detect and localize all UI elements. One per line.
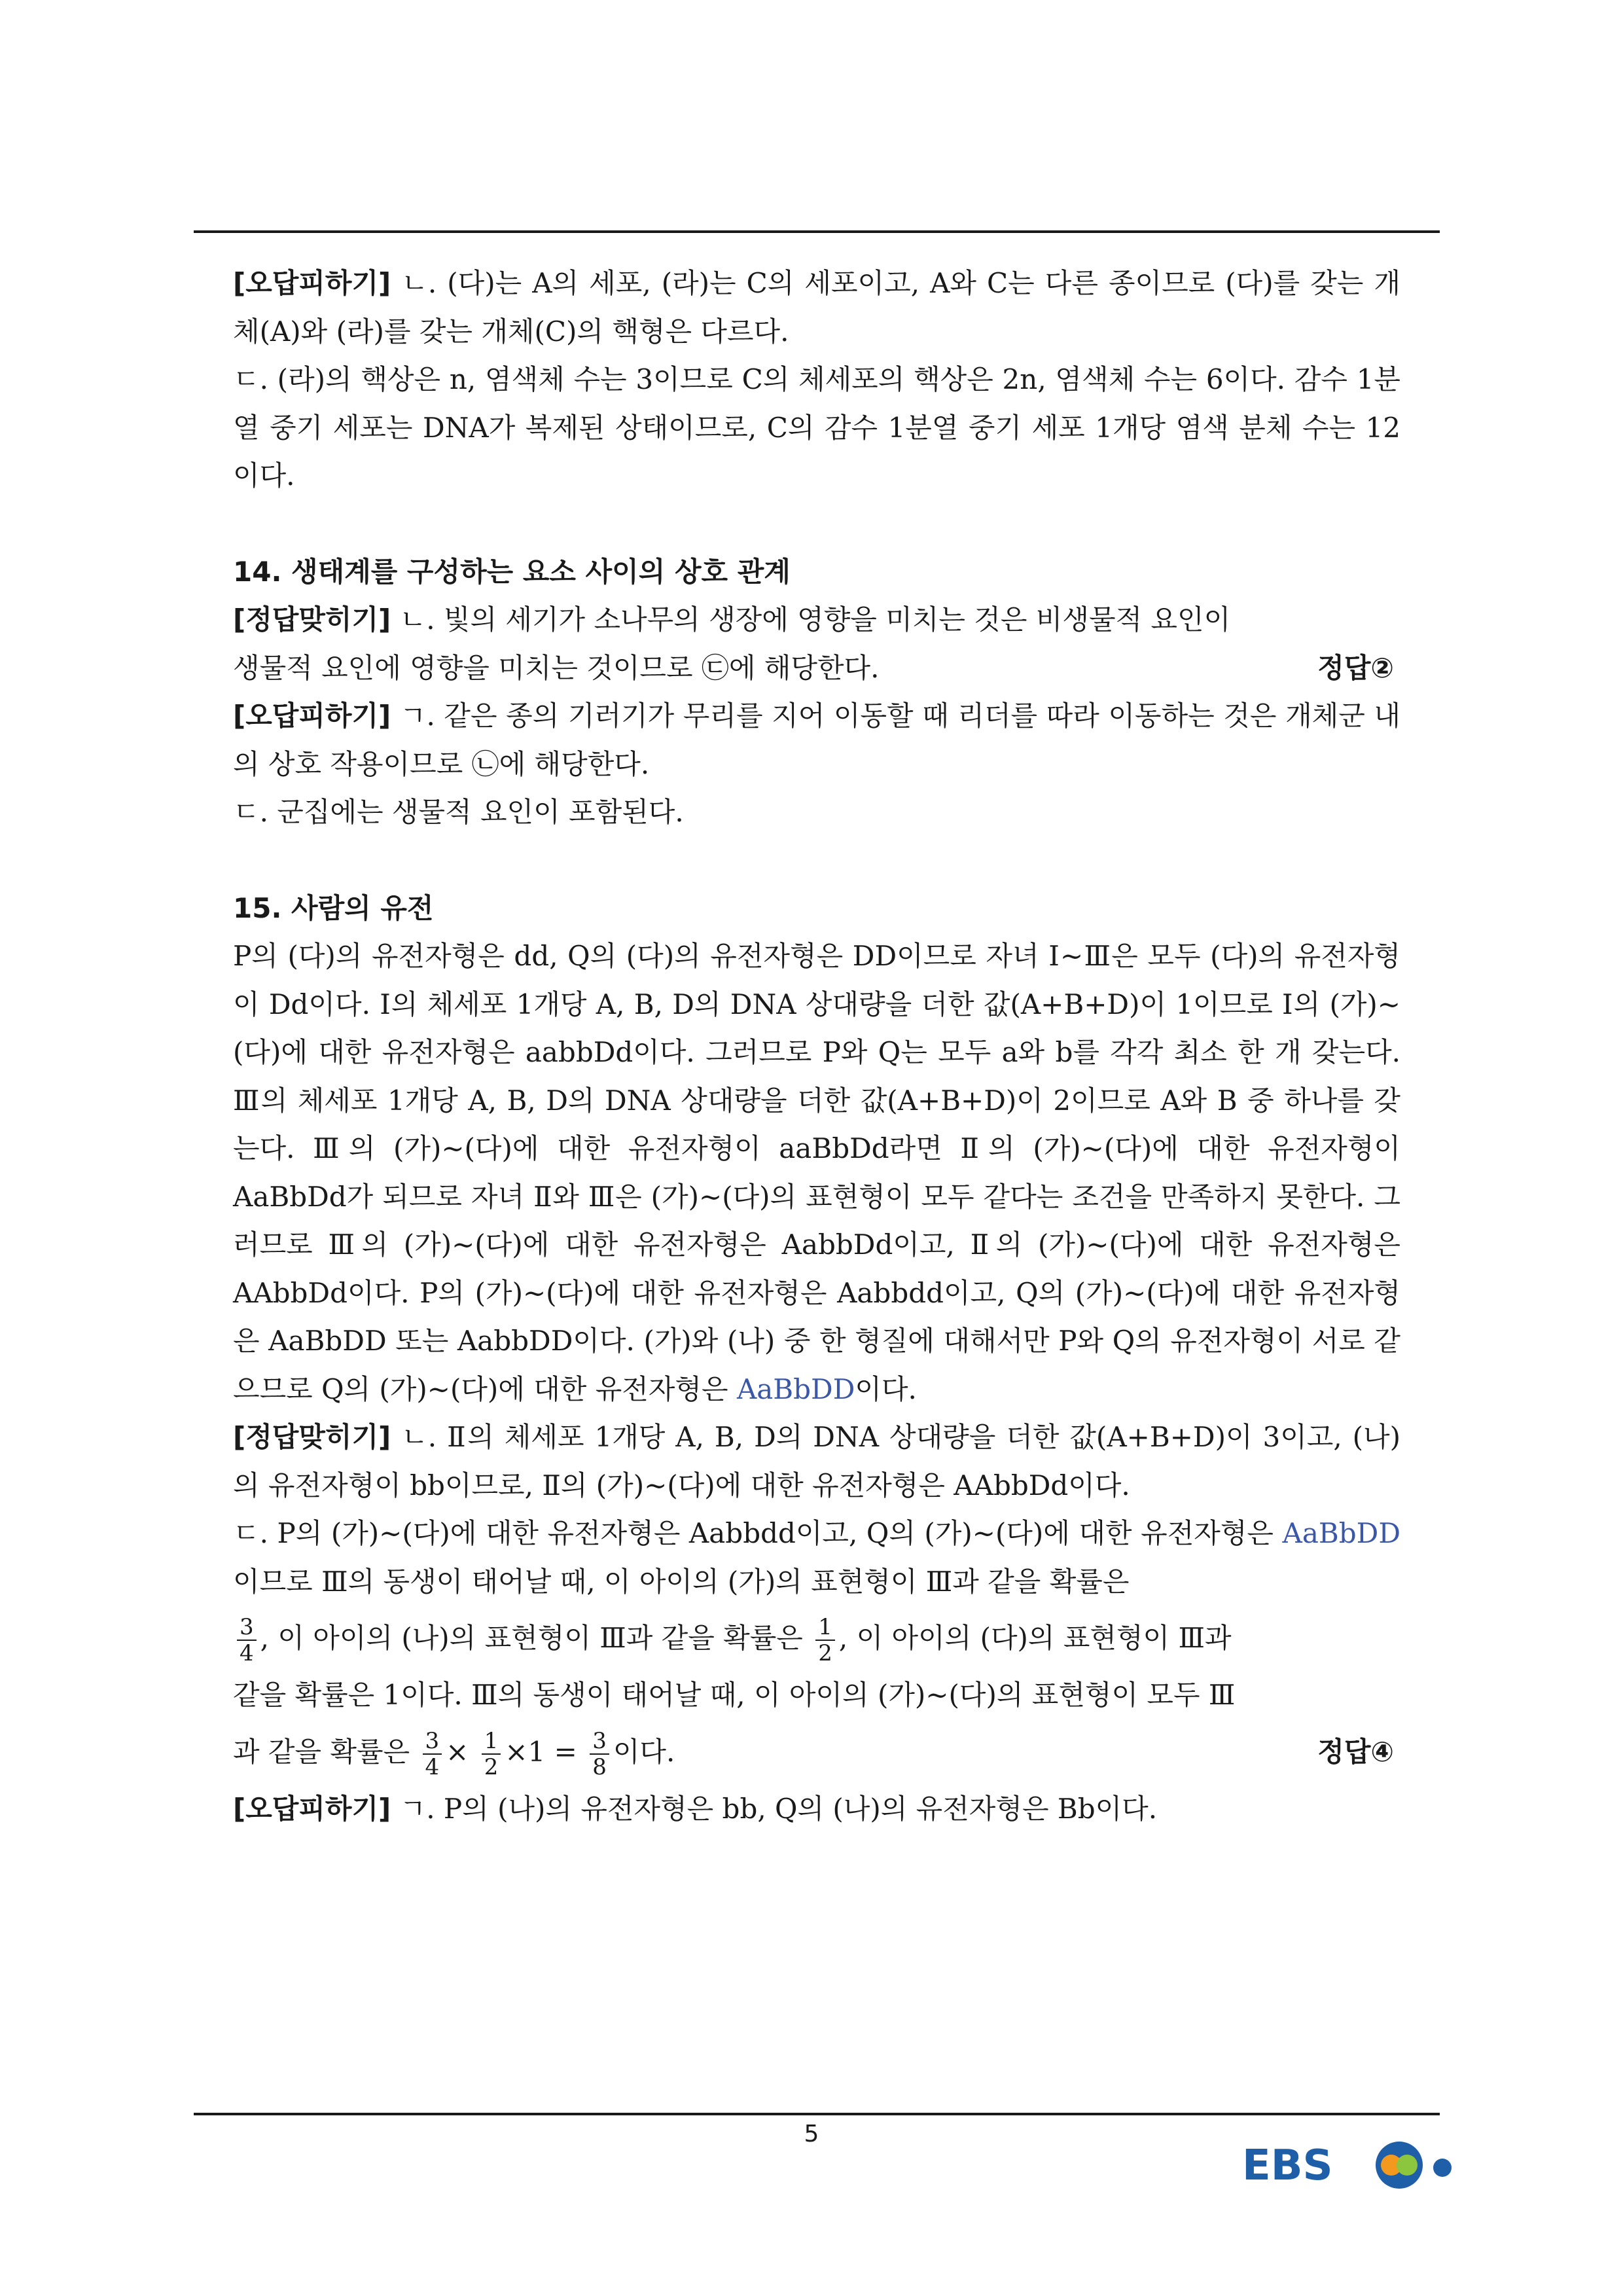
paragraph-text: 생물적 요인에 영향을 미치는 것이므로 ㉢에 해당한다.	[233, 651, 880, 684]
paragraph-text: ㄴ. 빛의 세기가 소나무의 생장에 영향을 미치는 것은 비생물적 요인이	[399, 603, 1231, 636]
footer-rule	[194, 2113, 1440, 2115]
paragraph-text: 과 같을 확률은	[233, 1735, 410, 1768]
paragraph-text: ㄱ. 같은 종의 기러기가 무리를 지어 이동할 때 리더를 따라 이동하는 것은 개체군 내의 상호 작용이므로 ㉡에 해당한다.	[233, 700, 1400, 780]
fraction: $\frac{1}{2}$	[482, 1729, 501, 1780]
header-rule	[194, 230, 1440, 233]
paragraph	[233, 1785, 1400, 1833]
correct-answer-tag: [정답맞히기]	[233, 603, 391, 636]
paragraph	[233, 692, 1400, 788]
equation-line	[233, 1719, 675, 1785]
fraction: $\frac{3}{8}$	[590, 1729, 609, 1780]
paragraph	[233, 1413, 1400, 1509]
times-sign: ×	[505, 1735, 528, 1768]
ebs-logo	[1242, 2131, 1458, 2197]
paragraph-text: P의 (다)의 유전자형은 dd, Q의 (다)의 유전자형은 DD이므로 자녀 Ⅰ~Ⅲ은 모두 (다)의 유전자형이 Dd이다. Ⅰ의 체세포 1개당 A, B, D의 DNA 상대량을 더한 값(A+B+D)이 1이므로 Ⅰ의 (가)~(다)에 대한 유전자형은 aabbDd이다. 그러므로 P와 Q는 모두 a와 b를 각각 최소 한 개 갖는다. Ⅲ의 체세포 1개당 A, B, D의 DNA 상대량을 더한 값(A+B+D)이 2이므로 A와 B 중 하나를 갖는다. Ⅲ의 (가)~(다)에 대한 유전자형이 aaBbDd라면 Ⅱ의 (가)~(다)에 대한 유전자형이 AaBbDd가 되므로 자녀 Ⅱ와 Ⅲ은 (가)~(다)의 표현형이 모두 같다는 조건을 만족하지 못한다. 그러므로 Ⅲ의 (가)~(다)에 대한 유전자형은 AabbDd이고, Ⅱ의 (가)~(다)에 대한 유전자형은 AAbbDd이다. P의 (가)~(다)에 대한 유전자형은 Aabbdd이고, Q의 (가)~(다)에 대한 유전자형은 AaBbDD 또는 AabbDD이다. (가)와 (나) 중 한 형질에 대해서만 P와 Q의 유전자형이 서로 같으므로 Q의 (가)~(다)에 대한 유전자형은	[233, 940, 1401, 1405]
equals-sign: =	[554, 1735, 577, 1768]
wrong-answer-tag: [오답피하기]	[233, 267, 391, 299]
wrong-answer-tag: [오답피하기]	[233, 700, 391, 732]
times-sign: ×	[446, 1735, 469, 1768]
paragraph-text: 이다.	[855, 1372, 917, 1405]
page-number: 5	[804, 2121, 819, 2147]
number: 1	[527, 1735, 546, 1768]
fraction: $\frac{3}{4}$	[237, 1615, 257, 1666]
paragraph	[233, 932, 1400, 1413]
section-heading: 14. 생태계를 구성하는 요소 사이의 상호 관계	[233, 555, 791, 588]
paragraph-text: , 이 아이의 (나)의 표현형이 Ⅲ과 같을 확률은	[260, 1622, 803, 1654]
paragraph	[233, 259, 1400, 355]
paragraph	[233, 596, 1400, 644]
fraction: $\frac{1}{2}$	[815, 1615, 835, 1666]
document-body	[233, 259, 1400, 1833]
paragraph-text: ㄷ. P의 (가)~(다)에 대한 유전자형은 Aabbdd이고, Q의 (가)~(다)에 대한 유전자형은	[233, 1517, 1283, 1549]
paragraph-text: 이다.	[613, 1735, 675, 1768]
paragraph	[233, 1605, 1400, 1671]
paragraph	[233, 1509, 1400, 1605]
paragraph: ㄷ. 군집에는 생물적 요인이 포함된다.	[233, 796, 684, 828]
answer-label: 정답④	[1317, 1735, 1394, 1768]
correct-answer-tag: [정답맞히기]	[233, 1421, 391, 1453]
paragraph: 같을 확률은 1이다. Ⅲ의 동생이 태어날 때, 이 아이의 (가)~(다)의 표현형이 모두 Ⅲ	[233, 1679, 1236, 1711]
paragraph-text: ㄱ. P의 (나)의 유전자형은 bb, Q의 (나)의 유전자형은 Bb이다.	[399, 1792, 1158, 1825]
paragraph-text: 이므로 Ⅲ의 동생이 태어날 때, 이 아이의 (가)의 표현형이 Ⅲ과 같을 확률은	[233, 1565, 1130, 1598]
paragraph: ㄷ. (라)의 핵상은 n, 염색체 수는 3이므로 C의 체세포의 핵상은 2n, 염색체 수는 6이다. 감수 1분열 중기 세포는 DNA가 복제된 상태이므로, C의 감수 1분열 중기 세포 1개당 염색 분체 수는 12이다.	[233, 363, 1400, 492]
answer-line	[233, 644, 1400, 692]
highlight-genotype: AaBbDD	[1282, 1517, 1400, 1549]
logo-dot-green	[1397, 2155, 1418, 2176]
section-heading: 15. 사람의 유전	[233, 891, 434, 924]
logo-dot-small	[1433, 2159, 1452, 2177]
paragraph-text: ㄴ. Ⅱ의 체세포 1개당 A, B, D의 DNA 상대량을 더한 값(A+B+D)이 3이고, (나)의 유전자형이 bb이므로, Ⅱ의 (가)~(다)에 대한 유전자형은 AAbbDd이다.	[233, 1421, 1401, 1501]
fraction: $\frac{3}{4}$	[423, 1729, 442, 1780]
paragraph-text: , 이 아이의 (다)의 표현형이 Ⅲ과	[838, 1622, 1232, 1654]
answer-line	[233, 1719, 1400, 1785]
logo-text: EBS	[1242, 2142, 1333, 2190]
answer-label: 정답②	[1317, 651, 1394, 684]
wrong-answer-tag: [오답피하기]	[233, 1792, 391, 1825]
highlight-genotype: AaBbDD	[736, 1372, 855, 1405]
paragraph-text: ㄴ. (다)는 A의 세포, (라)는 C의 세포이고, A와 C는 다른 종이므로 (다)를 갖는 개체(A)와 (라)를 갖는 개체(C)의 핵형은 다르다.	[233, 267, 1400, 348]
